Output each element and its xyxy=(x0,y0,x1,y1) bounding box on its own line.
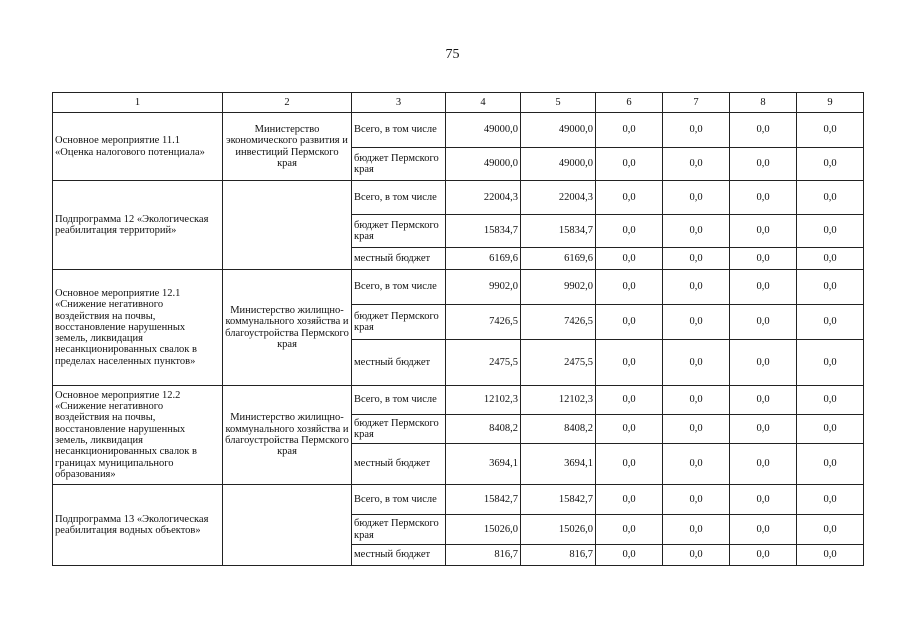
amount-cell: 12102,3 xyxy=(446,386,521,415)
amount-cell: 0,0 xyxy=(730,415,797,444)
amount-cell: 0,0 xyxy=(797,340,864,386)
event-name-cell: Подпрограмма 12 «Экологическая реабилитация территорий» xyxy=(53,181,223,270)
amount-cell: 0,0 xyxy=(797,386,864,415)
event-name-cell: Основное мероприятие 12.2 «Снижение негативного воздействия на почвы, восстановление нарушенных земель, ликвидация несанкционированных свалок в границах муниципального образования» xyxy=(53,386,223,485)
column-header: 9 xyxy=(797,93,864,113)
column-header: 7 xyxy=(663,93,730,113)
event-name-cell: Основное мероприятие 11.1 «Оценка налогового потенциала» xyxy=(53,113,223,181)
funding-source-cell: местный бюджет xyxy=(352,545,446,566)
funding-source-cell: Всего, в том числе xyxy=(352,386,446,415)
funding-source-cell: местный бюджет xyxy=(352,340,446,386)
amount-cell: 0,0 xyxy=(596,215,663,248)
column-header: 4 xyxy=(446,93,521,113)
column-header: 8 xyxy=(730,93,797,113)
amount-cell: 0,0 xyxy=(596,248,663,270)
amount-cell: 0,0 xyxy=(663,386,730,415)
event-name-cell: Основное мероприятие 12.1 «Снижение негативного воздействия на почвы, восстановление нарушенных земель, ликвидация несанкционированных свалок в пределах населенных пунктов» xyxy=(53,270,223,386)
amount-cell: 0,0 xyxy=(596,340,663,386)
column-header: 1 xyxy=(53,93,223,113)
amount-cell: 0,0 xyxy=(663,270,730,305)
amount-cell: 6169,6 xyxy=(521,248,596,270)
page-number: 75 xyxy=(445,47,460,62)
column-header: 6 xyxy=(596,93,663,113)
amount-cell: 0,0 xyxy=(730,270,797,305)
header-row xyxy=(53,93,864,113)
amount-cell: 3694,1 xyxy=(521,444,596,485)
funding-source-cell: Всего, в том числе xyxy=(352,485,446,515)
amount-cell: 0,0 xyxy=(596,515,663,545)
amount-cell: 0,0 xyxy=(596,545,663,566)
amount-cell: 0,0 xyxy=(663,444,730,485)
funding-source-cell: бюджет Пермского края xyxy=(352,515,446,545)
amount-cell: 49000,0 xyxy=(446,113,521,148)
funding-source-cell: местный бюджет xyxy=(352,444,446,485)
amount-cell: 0,0 xyxy=(596,444,663,485)
amount-cell: 0,0 xyxy=(797,515,864,545)
amount-cell: 0,0 xyxy=(596,485,663,515)
amount-cell: 15026,0 xyxy=(446,515,521,545)
amount-cell: 9902,0 xyxy=(446,270,521,305)
amount-cell: 0,0 xyxy=(730,248,797,270)
amount-cell: 0,0 xyxy=(663,215,730,248)
amount-cell: 15842,7 xyxy=(446,485,521,515)
amount-cell: 0,0 xyxy=(730,485,797,515)
funding-source-cell: Всего, в том числе xyxy=(352,181,446,215)
amount-cell: 0,0 xyxy=(663,485,730,515)
amount-cell: 0,0 xyxy=(730,305,797,340)
amount-cell: 0,0 xyxy=(663,148,730,181)
amount-cell: 0,0 xyxy=(730,386,797,415)
responsible-org-cell xyxy=(223,485,352,566)
column-header: 5 xyxy=(521,93,596,113)
amount-cell: 6169,6 xyxy=(446,248,521,270)
amount-cell: 0,0 xyxy=(596,270,663,305)
amount-cell: 2475,5 xyxy=(521,340,596,386)
amount-cell: 2475,5 xyxy=(446,340,521,386)
amount-cell: 12102,3 xyxy=(521,386,596,415)
amount-cell: 0,0 xyxy=(797,305,864,340)
responsible-org-cell: Министерство жилищно-коммунального хозяйства и благоустройства Пермского края xyxy=(223,386,352,485)
table-row xyxy=(53,270,864,305)
amount-cell: 49000,0 xyxy=(521,148,596,181)
amount-cell: 0,0 xyxy=(663,415,730,444)
amount-cell: 0,0 xyxy=(730,340,797,386)
amount-cell: 8408,2 xyxy=(446,415,521,444)
amount-cell: 0,0 xyxy=(797,270,864,305)
amount-cell: 7426,5 xyxy=(521,305,596,340)
amount-cell: 15834,7 xyxy=(446,215,521,248)
amount-cell: 0,0 xyxy=(797,248,864,270)
amount-cell: 15842,7 xyxy=(521,485,596,515)
amount-cell: 0,0 xyxy=(797,215,864,248)
amount-cell: 0,0 xyxy=(730,515,797,545)
amount-cell: 0,0 xyxy=(663,113,730,148)
amount-cell: 0,0 xyxy=(730,444,797,485)
table-row xyxy=(53,181,864,215)
table-row xyxy=(53,113,864,148)
amount-cell: 0,0 xyxy=(730,545,797,566)
amount-cell: 0,0 xyxy=(663,515,730,545)
responsible-org-cell: Министерство экономического развития и инвестиций Пермского края xyxy=(223,113,352,181)
amount-cell: 22004,3 xyxy=(521,181,596,215)
amount-cell: 0,0 xyxy=(596,305,663,340)
amount-cell: 3694,1 xyxy=(446,444,521,485)
amount-cell: 0,0 xyxy=(663,340,730,386)
amount-cell: 15834,7 xyxy=(521,215,596,248)
column-header: 2 xyxy=(223,93,352,113)
budget-table xyxy=(52,92,864,566)
amount-cell: 0,0 xyxy=(797,113,864,148)
amount-cell: 0,0 xyxy=(797,485,864,515)
amount-cell: 49000,0 xyxy=(521,113,596,148)
amount-cell: 9902,0 xyxy=(521,270,596,305)
amount-cell: 0,0 xyxy=(797,415,864,444)
amount-cell: 0,0 xyxy=(596,181,663,215)
amount-cell: 15026,0 xyxy=(521,515,596,545)
funding-source-cell: бюджет Пермского края xyxy=(352,215,446,248)
amount-cell: 0,0 xyxy=(797,444,864,485)
amount-cell: 0,0 xyxy=(596,386,663,415)
event-name-cell: Подпрограмма 13 «Экологическая реабилитация водных объектов» xyxy=(53,485,223,566)
amount-cell: 49000,0 xyxy=(446,148,521,181)
amount-cell: 7426,5 xyxy=(446,305,521,340)
amount-cell: 816,7 xyxy=(446,545,521,566)
amount-cell: 0,0 xyxy=(730,148,797,181)
amount-cell: 0,0 xyxy=(663,305,730,340)
responsible-org-cell: Министерство жилищно-коммунального хозяйства и благоустройства Пермского края xyxy=(223,270,352,386)
amount-cell: 816,7 xyxy=(521,545,596,566)
amount-cell: 22004,3 xyxy=(446,181,521,215)
amount-cell: 0,0 xyxy=(663,181,730,215)
funding-source-cell: Всего, в том числе xyxy=(352,270,446,305)
amount-cell: 0,0 xyxy=(797,181,864,215)
amount-cell: 0,0 xyxy=(797,545,864,566)
amount-cell: 0,0 xyxy=(730,215,797,248)
responsible-org-cell xyxy=(223,181,352,270)
table-row xyxy=(53,386,864,415)
funding-source-cell: местный бюджет xyxy=(352,248,446,270)
column-header: 3 xyxy=(352,93,446,113)
table-row xyxy=(53,485,864,515)
funding-source-cell: бюджет Пермского края xyxy=(352,415,446,444)
amount-cell: 0,0 xyxy=(730,181,797,215)
amount-cell: 0,0 xyxy=(663,248,730,270)
funding-source-cell: бюджет Пермского края xyxy=(352,305,446,340)
funding-source-cell: бюджет Пермского края xyxy=(352,148,446,181)
amount-cell: 0,0 xyxy=(730,113,797,148)
amount-cell: 8408,2 xyxy=(521,415,596,444)
amount-cell: 0,0 xyxy=(797,148,864,181)
amount-cell: 0,0 xyxy=(596,113,663,148)
funding-source-cell: Всего, в том числе xyxy=(352,113,446,148)
amount-cell: 0,0 xyxy=(596,415,663,444)
amount-cell: 0,0 xyxy=(596,148,663,181)
amount-cell: 0,0 xyxy=(663,545,730,566)
